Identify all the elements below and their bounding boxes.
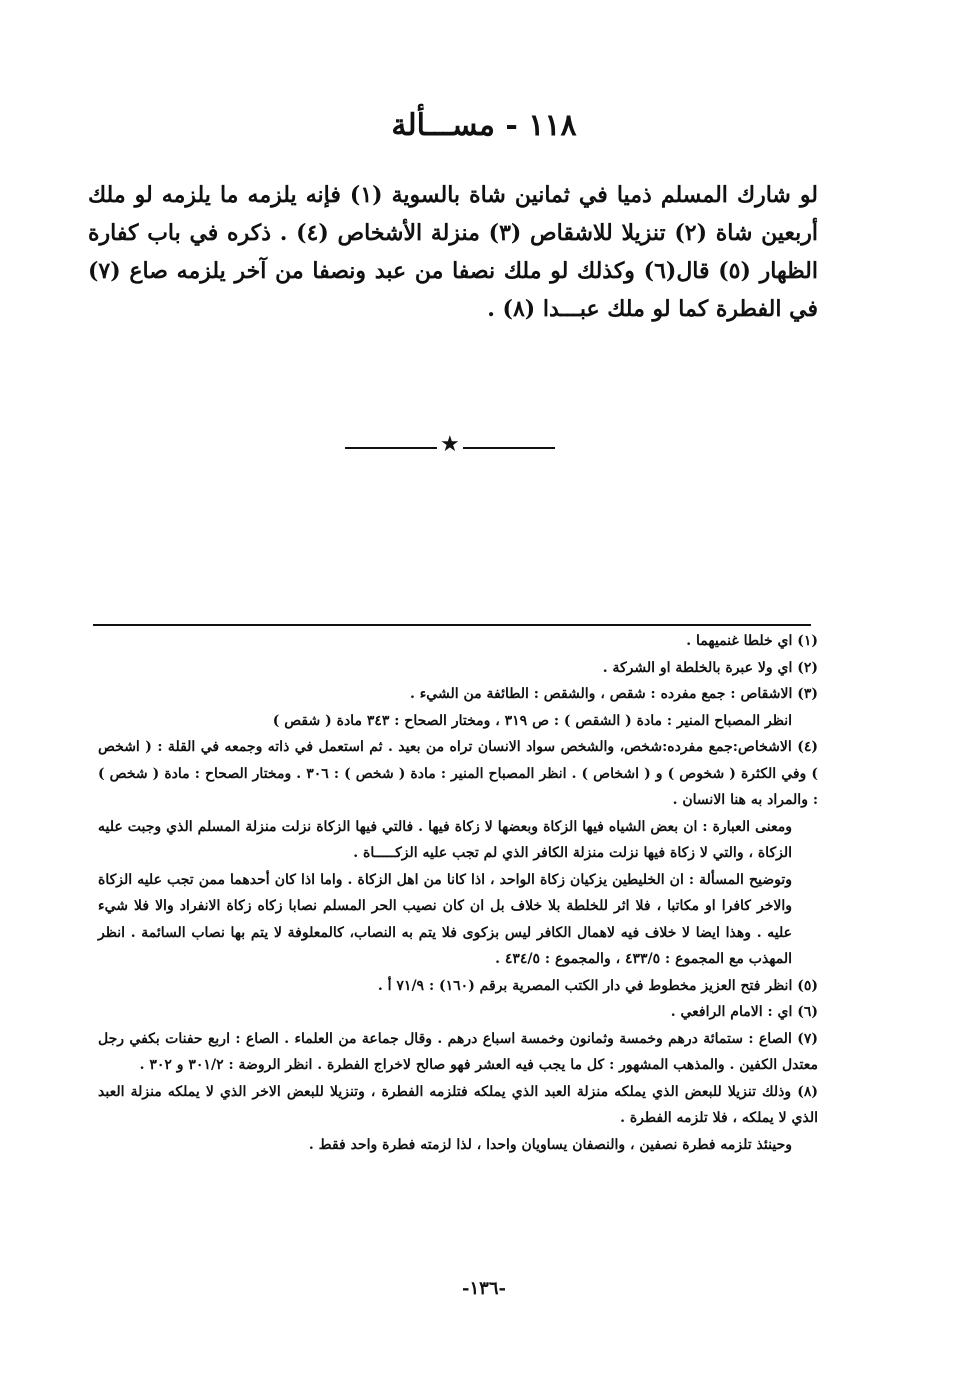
- main-text: [88, 176, 818, 328]
- page-number: -١٣٦-: [462, 1278, 506, 1299]
- main-paragraph: لو شارك المسلم ذميا في ثمانين شاة بالسوية (١) فإنه يلزمه ما يلزمه لو ملك أربعين شاة (٢) تنزيلا للاشقاص (٣) منزلة الأشخاص (٤) . ذكره في باب كفارة الظهار (٥) قال(٦) وكذلك لو ملك نصفا من عبد ونصفا من آخر يلزمه صاع (٧) في الفطرة كما لو ملك عبـــدا (٨) .: [88, 182, 818, 322]
- footnotes: [98, 628, 818, 1158]
- footnote-4-explanation: وتوضيح المسألة : ان الخليطين يزكيان زكاة الواحد ، اذا كانا من اهل الزكاة . واما اذا كان أحدهما ممن تجب عليه الزكاة والاخر كافرا او مكاتبا ، فلا اثر للخلطة بلا خلاف بل ان كان نصيب الحر المسلم نصابا زكاه زكاة الانفراد والا فلا شيء عليه . وهذا ايضا لا خلاف فيه لاهمال الكافر ليس بزكوى فلا يتم به النصاب، كالمعلوفة لا يتم بها نصاب السائمة . انظر المهذب مع المجموع : ٤٣٣/٥ ، والمجموع : ٤٣٤/٥ .: [98, 871, 792, 967]
- star-icon: ★: [440, 432, 460, 457]
- footnote-rule: [93, 624, 811, 626]
- footnote-3-continued: انظر المصباح المنير : مادة ( الشقص ) : ص ٣١٩ ، ومختار الصحاح : ٣٤٣ مادة ( شقص ): [272, 712, 792, 729]
- footnote-3: (٣) الاشقاص : جمع مفرده : شقص ، والشقص : الطائفة من الشيء .: [409, 686, 818, 702]
- footnote-4-meaning: ومعنى العبارة : ان بعض الشياه فيها الزكاة وبعضها لا زكاة فيها . فالتي فيها الزكاة نزلت منزلة المسلم الذي وجبت عليه الزكاة ، والتي لا زكاة فيها نزلت منزلة الكافر الذي لم تجب عليه الزكـــــاة .: [98, 818, 792, 861]
- footnote-8: (٨) وذلك تنزيلا للبعض الذي يملكه منزلة العبد الذي يملكه فتلزمه الفطرة ، وتنزيلا للبعض الاخر الذي لا يملكه منزلة العبد الذي لا يملكه ، فلا تلزمه الفطرة .: [98, 1083, 818, 1126]
- footnote-2: (٢) اي ولا عبرة بالخلطة او الشركة .: [602, 659, 818, 676]
- divider-line-left: [345, 447, 437, 449]
- footnote-1: (١) اي خلطا غنميهما .: [686, 633, 818, 649]
- footnote-5: (٥) انظر فتح العزيز مخطوط في دار الكتب المصرية برقم (١٦٠) : ٧١/٩ أ .: [377, 977, 818, 994]
- footnote-6: (٦) اي : الامام الرافعي .: [670, 1004, 818, 1020]
- footnote-4: (٤) الاشخاص:جمع مفرده:شخص، والشخص سواد الانسان تراه من بعيد . ثم استعمل في ذاته وجمعه في القلة : ( اشخص ) وفي الكثرة ( شخوص ) و ( اشخاص ) . انظر المصباح المنير : مادة ( شخص ) : ٣٠٦ . ومختار الصحاح : مادة ( شخص ) : والمراد به هنا الانسان .: [98, 739, 818, 808]
- footnote-8-continued: وحينئذ تلزمه فطرة نصفين ، والنصفان يساويان واحدا ، لذا لزمته فطرة واحد فقط .: [308, 1136, 792, 1153]
- star-divider: [345, 432, 555, 458]
- section-title: ١١٨ - مســـألة: [391, 108, 577, 143]
- footnote-7: (٧) الصاع : ستمائة درهم وخمسة وثمانون وخمسة اسباع درهم . وقال جماعة من العلماء . الصاع : اربع حفنات بكفي رجل معتدل الكفين . والمذهب المشهور : كل ما يجب فيه العشر فهو صالح لاخراج الفطرة . انظر الروضة : ٣٠١/٢ و ٣٠٢ .: [98, 1030, 818, 1073]
- divider-line-right: [463, 447, 555, 449]
